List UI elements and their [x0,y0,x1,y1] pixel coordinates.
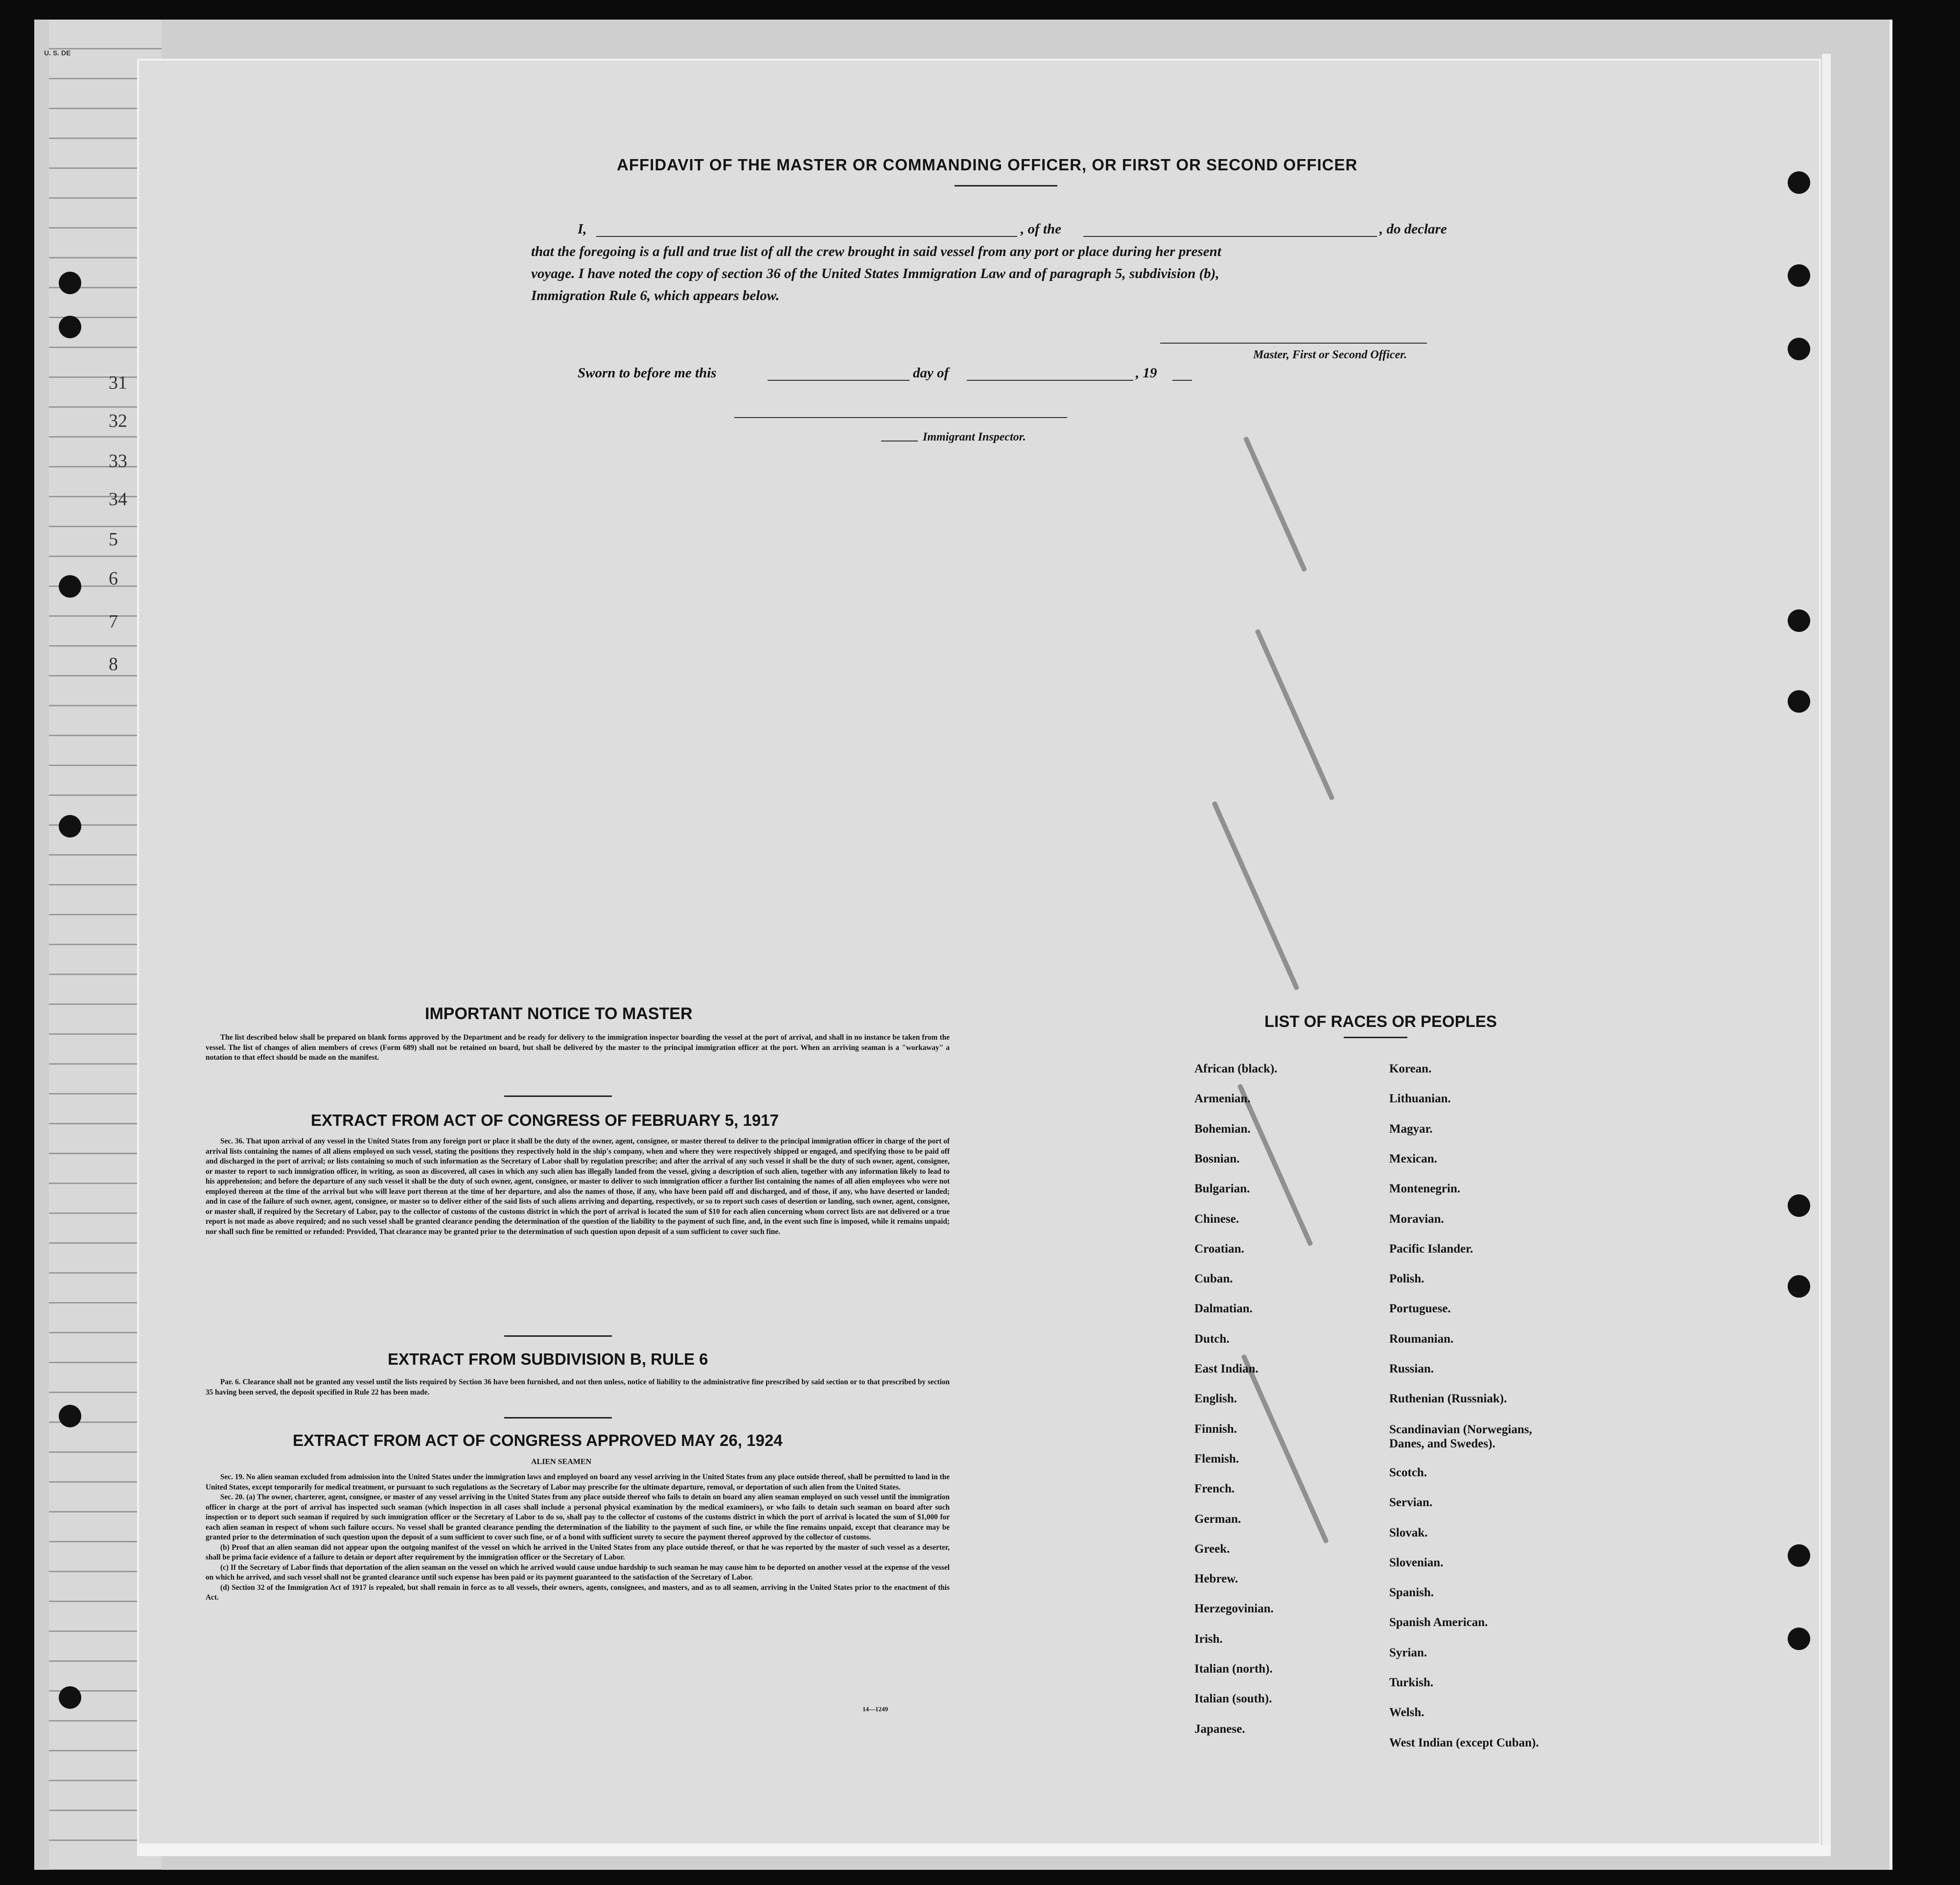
inspector-signature-field[interactable] [734,417,1067,418]
race-item: German. [1194,1512,1241,1526]
race-item: Japanese. [1194,1722,1245,1736]
race-item: Cuban. [1194,1272,1233,1286]
row-number: 7 [109,611,118,632]
race-item: Croatian. [1194,1242,1244,1256]
race-item: Servian. [1389,1496,1433,1510]
race-item: West Indian (except Cuban). [1389,1736,1539,1749]
row-number: 5 [109,529,118,550]
sec-20a-paragraph: Sec. 20. (a) The owner, charterer, agent, consignee, or master of any vessel arriving in the United States from any place outside thereof who fails to detain on board any alien seaman employed on such vessel until the immigration officer in charge at the port of arrival has inspected such seaman (which inspection in all cases shall include a personal physical examination by the medical examiners), or who fails to detain such seaman on board after such inspection or to deport such seaman if required by such immigration officer or the Secretary of Labor to do so, shall pay to the collector of customs of the customs district in which the port of arrival is located the sum of $1,000 for each alien seaman in respect of whom such failure occurs. No vessel shall be granted clearance pending the determination of the liability to the payment of such fine, or while the fine remains unpaid, except that clearance may be granted prior to the determination of such question upon the deposit of a sum sufficient to cover such fine, or of a bond with sufficient surety to secure the payment thereof approved by the collector of customs. [206,1493,950,1541]
sworn-day-field[interactable] [768,380,910,381]
race-item: Mexican. [1389,1152,1437,1165]
section-rule [504,1417,612,1419]
master-signature-field[interactable] [1160,343,1427,344]
row-number: 8 [109,654,118,675]
race-item: Portuguese. [1389,1302,1451,1316]
underlying-header: U. S. DE [44,49,71,57]
binder-hole [59,1686,81,1709]
race-item: Ruthenian (Russniak). [1389,1392,1507,1406]
race-item: English. [1194,1392,1237,1406]
binder-hole [59,575,81,598]
race-item: Polish. [1389,1272,1424,1286]
binder-hole [1788,690,1810,713]
race-item: Bosnian. [1194,1152,1240,1165]
notice-paragraph: The list described below shall be prepared on blank forms approved by the Department and be ready for delivery to the immigration inspector boarding the vessel at the port of arrival, and shall in no instance be taken from the vessel. The list of changes of alien members of crews (Form 689) shall not be retained on board, but shall be delivered by the master to the principal immigration officer at the port. When an arriving seaman is a "workaway" a notation to that effect should be made on the manifest. [206,1033,950,1062]
par-6-paragraph: Par. 6. Clearance shall not be granted any vessel until the lists required by Section 36 have been furnished, and not then unless, notice of liability to the administrative fine prescribed by said section or to that prescribed by section 35 having been served, the deposit specified in Rule 22 has been made. [206,1378,950,1396]
inspector-caption: Immigrant Inspector. [923,431,1026,443]
race-item: Lithuanian. [1389,1092,1451,1106]
sec-20b-paragraph: (b) Proof that an alien seaman did not appear upon the outgoing manifest of the vessel on which he arrived in the United States from any place outside thereof, or that he was reported by the master of such vessel as a deserter, shall be prima facie evidence of a failure to detain or deport after requirement by the immigration officer or the Secretary of Labor. [206,1543,950,1561]
race-item: Dutch. [1194,1332,1230,1346]
section-rule [504,1095,612,1097]
race-item: Pacific Islander. [1389,1242,1473,1256]
alien-seamen-subtitle: ALIEN SEAMEN [531,1458,592,1466]
title-rule [1344,1037,1407,1038]
form-number: 14—1249 [863,1705,888,1713]
race-item: Welsh. [1389,1706,1424,1720]
binder-hole [59,815,81,838]
binder-hole [1788,1275,1810,1298]
binder-hole [1788,1544,1810,1567]
sheet-edge [137,1845,1831,1856]
race-item: Spanish. [1389,1586,1434,1600]
row-number: 31 [109,372,127,393]
section-rule [504,1335,612,1337]
affidavit-title: AFFIDAVIT OF THE MASTER OR COMMANDING OFFICER, OR FIRST OR SECOND OFFICER [617,156,1358,174]
affidavit-line-3: voyage. I have noted the copy of section 36 of the United States Immigration Law and of paragraph 5, subdivision (b), [531,266,1219,281]
binder-hole [1788,171,1810,194]
race-item: Bulgarian. [1194,1182,1250,1196]
race-item: Turkish. [1389,1676,1434,1689]
row-number: 34 [109,489,127,510]
race-item: Irish. [1194,1632,1223,1646]
binder-hole [1788,264,1810,287]
sec-20c-paragraph: (c) If the Secretary of Labor finds that deportation of the alien seaman on the vessel on which he arrived would cause undue hardship to such seaman he may cause him to be deported on another vessel at the expense of the vessel on which he arrived, and such vessel shall not be granted clearance until such expense has been paid or its payment guaranteed to the satisfaction of the Secretary of Labor. [206,1563,950,1582]
race-item: Spanish American. [1389,1616,1488,1629]
sec-20d-paragraph: (d) Section 32 of the Immigration Act of 1917 is repealed, but shall remain in force as to all vessels, their owners, agents, consignees, and masters, and as to all seamen, arriving in the United States prior to the enactment of this Act. [206,1583,950,1602]
race-item: Scandinavian (Norwegians, Danes, and Swedes). [1389,1422,1532,1450]
race-item: Flemish. [1194,1452,1239,1466]
affidavit-i: I, [578,221,587,237]
sheet-edge [1822,54,1831,1855]
extract-1924-title: EXTRACT FROM ACT OF CONGRESS APPROVED MAY 26, 1924 [293,1431,783,1449]
race-item: African (black). [1194,1062,1278,1075]
race-item: Russian. [1389,1362,1434,1375]
race-item: Herzegovinian. [1194,1602,1274,1616]
inspector-short-rule [881,441,918,442]
race-item: Armenian. [1194,1092,1251,1106]
binder-hole [59,1405,81,1427]
binder-hole [1788,1194,1810,1217]
sworn-label: Sworn to before me this [578,365,717,381]
race-item: Italian (north). [1194,1662,1273,1676]
notice-body [206,1033,950,1063]
sec-19-paragraph: Sec. 19. No alien seaman excluded from admission into the United States under the immigration laws and employed on board any vessel arriving in the United States from any place outside thereof, shall be permitted to land in the United States, except temporarily for medical treatment, or pursuant to such regulations as the Secretary of Labor may prescribe for the ultimate departure, removal, or deportation of such alien from the United States. [206,1473,950,1491]
title-rule [955,185,1057,186]
race-item: Bohemian. [1194,1122,1251,1136]
race-item: Montenegrin. [1389,1182,1461,1196]
race-item: Korean. [1389,1062,1432,1075]
extract-rule6-body [206,1377,950,1397]
extract-1924-body [206,1472,950,1603]
races-title: LIST OF RACES OR PEOPLES [1264,1012,1497,1030]
sworn-month-field[interactable] [967,380,1133,381]
affidavit-line-2: that the foregoing is a full and true list of all the crew brought in said vessel from any port or place during her present [531,244,1221,259]
row-number: 33 [109,451,127,471]
race-item: Magyar. [1389,1122,1433,1136]
row-number: 6 [109,568,118,589]
sworn-year-field[interactable] [1172,380,1192,381]
race-item: Moravian. [1389,1212,1444,1226]
race-item: Scotch. [1389,1466,1427,1479]
race-item: Hebrew. [1194,1572,1238,1586]
affidavit-do-declare: , do declare [1379,221,1447,237]
race-item: Greek. [1194,1542,1230,1556]
extract-1917-title: EXTRACT FROM ACT OF CONGRESS OF FEBRUARY 5, 1917 [311,1111,779,1129]
race-item: Chinese. [1194,1212,1239,1226]
affidavit-line-4: Immigration Rule 6, which appears below. [531,288,780,303]
sec-36-paragraph: Sec. 36. That upon arrival of any vessel in the United States from any foreign port or place it shall be the duty of the owner, agent, consignee, or master thereof to deliver to the principal immigration officer in charge of the port of arrival lists containing the names of all aliens employed on such vessel, stating the positions they respectively hold in the ship's company, when and where they were respectively shipped or engaged, and specifying those to be paid off and discharged in the port of arrival; or lists containing so much of such information as the Secretary of Labor shall by regulation prescribe; and after the arrival of any such vessel it shall be the duty of such owner, agent, consignee, or master to report to such immigration officer, in writing, as soon as discovered, all cases in which any such alien has illegally landed from the vessel, giving a description of such alien, together with any information likely to lead to his apprehension; and before the departure of any such vessel it shall be the duty of such owner, agent, consignee, or master to deliver to such immigration officer a further list containing the names of all alien employees who were not employed thereon at the time of the arrival but who will leave port thereon at the time of her departure, and also the names of those, if any, who have been paid off and discharged, and of those, if any, who have deserted or landed; and in case of the failure of such owner, agent, consignee, or master so to deliver either of the said lists of such aliens arriving and departing, respectively, or so to report such cases of desertion or landing, such owner, agent, consignee, or master shall, if required by the Secretary of Labor, pay to the collector of customs of the customs district in which the port of arrival is located the sum of $10 for each alien concerning whom correct lists are not delivered or a true report is not made as above required; and no such vessel shall be granted clearance pending the determination of the question of the liability to the payment of such fine, and, in the event such fine is imposed, while it remains unpaid; nor shall such fine be remitted or refunded: Provided, That clearance may be granted prior to the determination of such question upon deposit of a sum sufficient to cover such fine. [206,1137,950,1236]
race-item: Dalmatian. [1194,1302,1253,1316]
race-item: Syrian. [1389,1646,1427,1659]
master-caption: Master, First or Second Officer. [1253,349,1407,361]
race-item: Slovak. [1389,1526,1428,1539]
affidavit-of-the: , of the [1021,221,1061,237]
race-item: Finnish. [1194,1422,1237,1436]
notice-title: IMPORTANT NOTICE TO MASTER [425,1004,693,1023]
binder-hole [1788,338,1810,360]
race-item: Slovenian. [1389,1556,1444,1569]
race-item: East Indian. [1194,1362,1259,1375]
binder-hole [1788,1628,1810,1650]
extract-1917-body [206,1137,950,1237]
vessel-field[interactable] [1083,236,1377,237]
race-item: Roumanian. [1389,1332,1454,1346]
binder-hole [59,316,81,338]
name-field[interactable] [596,236,1017,237]
year-label: , 19 [1136,365,1157,381]
extract-rule6-title: EXTRACT FROM SUBDIVISION B, RULE 6 [388,1350,708,1368]
race-item: French. [1194,1482,1235,1496]
binder-hole [1788,609,1810,632]
day-of-label: day of [913,365,949,381]
binder-hole [59,272,81,294]
row-number: 32 [109,411,127,431]
race-item: Italian (south). [1194,1692,1272,1706]
